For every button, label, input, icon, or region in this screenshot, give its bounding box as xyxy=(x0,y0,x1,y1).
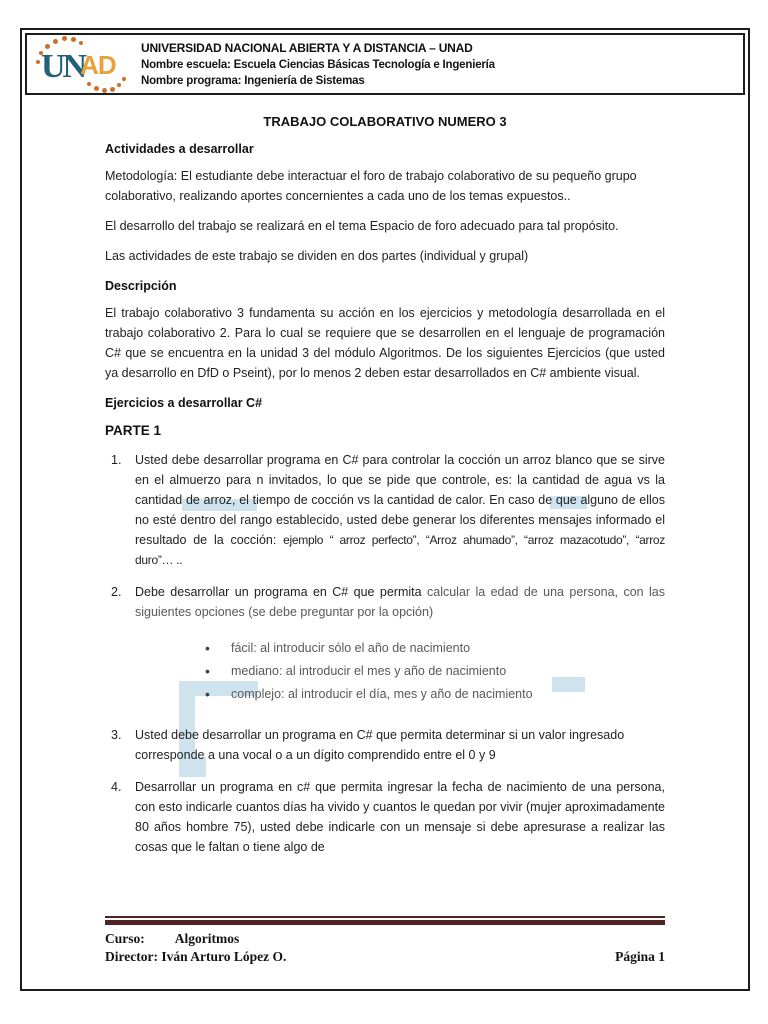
heading-ejercicios: Ejercicios a desarrollar C# xyxy=(105,396,263,410)
document-body xyxy=(105,97,665,857)
exercise-number: 1. xyxy=(111,453,122,467)
course-line xyxy=(105,930,665,948)
exercise-item-1 xyxy=(105,450,665,570)
document-page xyxy=(20,28,750,991)
paragraph-desarrollo: El desarrollo del trabajo se realizará en el tema Espacio de foro adecuado para tal propósito. xyxy=(105,219,619,233)
exercise-number: 3. xyxy=(111,728,122,742)
course-label: Curso: xyxy=(105,931,145,946)
option-item-complejo: • complejo: al introducir el día, mes y año de nacimiento xyxy=(205,683,665,706)
option-item-facil: • fácil: al introducir sólo el año de nacimiento xyxy=(205,637,665,660)
program-name: Nombre programa: Ingeniería de Sistemas xyxy=(141,74,365,87)
logo-un-letters: UN xyxy=(41,48,85,85)
option-list xyxy=(205,637,665,706)
page-footer xyxy=(105,916,665,966)
page-number: Página 1 xyxy=(615,949,665,964)
paragraph-partes: Las actividades de este trabajo se dividen en dos partes (individual y grupal) xyxy=(105,249,529,263)
paragraph-descripcion: El trabajo colaborativo 3 fundamenta su acción en los ejercicios y metodología desarrollada en el trabajo colaborativo 2. Para lo cual se requiere que se desarrollen en el lenguaje de programación C# que se encuentra en la unidad 3 del módulo Algoritmos. De los siguientes Ejercicios (que usted ya desarrollo en DfD o Pseint), por lo menos 2 deben estar desarrollados en C# ambiente visual. xyxy=(105,306,665,380)
heading-descripcion: Descripción xyxy=(105,279,177,293)
logo-ad-letters: AD xyxy=(80,50,116,80)
course-value: Algoritmos xyxy=(174,931,240,946)
heading-actividades: Actividades a desarrollar xyxy=(105,142,254,156)
university-name: UNIVERSIDAD NACIONAL ABIERTA Y A DISTANCIA – UNAD xyxy=(141,40,473,55)
director-name: Director: Iván Arturo López O. xyxy=(105,949,287,964)
document-title: TRABAJO COLABORATIVO NUMERO 3 xyxy=(263,114,507,129)
exercise-item-3 xyxy=(105,725,665,765)
footer-rule-thick xyxy=(105,920,665,925)
exercise-text-examples: ejemplo “ arroz perfecto”, “Arroz ahumado”, “arroz mazacotudo”, “arroz duro”… .. xyxy=(135,533,665,567)
exercise-item-4 xyxy=(105,777,665,857)
director-line xyxy=(105,948,665,966)
unad-logo xyxy=(35,36,131,92)
exercise-item-2 xyxy=(105,582,665,706)
heading-parte-1: PARTE 1 xyxy=(105,423,162,438)
header-box xyxy=(25,33,745,95)
header-text-block xyxy=(131,40,495,89)
exercise-number: 4. xyxy=(111,780,122,794)
exercise-text: Usted debe desarrollar un programa en C# que permita determinar si un valor ingresado corresponde a una vocal o a un dígito comprendido entre el 0 y 9 xyxy=(135,728,625,762)
option-item-mediano: • mediano: al introducir el mes y año de nacimiento xyxy=(205,660,665,683)
school-name: Nombre escuela: Escuela Ciencias Básicas Tecnología e Ingeniería xyxy=(141,58,495,71)
exercise-text: Usted debe desarrollar programa en C# para controlar la cocción un arroz blanco que se sirve en el almuerzo para n invitados, lo que se pide que controle, es: la cantidad de agua vs la cantidad de arroz, el tiempo de cocción vs la cantidad de calor. En caso de que alguno de ellos no esté dentro del rango establecido, usted debe generar los diferentes mensajes informado el resultado de la cocción: xyxy=(135,453,665,547)
paragraph-metodologia: Metodología: El estudiante debe interactuar el foro de trabajo colaborativo de su pequeño grupo colaborativo, realizando aportes concernientes a cada uno de los temas expuestos.. xyxy=(105,169,637,203)
exercise-list xyxy=(105,450,665,857)
exercise-text: Desarrollar un programa en c# que permita ingresar la fecha de nacimiento de una persona, con esto indicarle cuantos días ha vivido y cuantos le quedan por vivir (mujer aproximadamente 80 años hombre 75), usted debe indicarle con un mensaje si debe apresurase a realizar las cosas que le faltan o tiene algo de xyxy=(135,780,665,854)
footer-rule-thin xyxy=(105,916,665,918)
exercise-text-gray: calcular la edad de una persona, con las siguientes opciones (se debe preguntar por la opción) xyxy=(135,585,665,619)
exercise-number: 2. xyxy=(111,585,122,599)
exercise-text: Debe desarrollar un programa en C# que permita xyxy=(135,585,422,599)
